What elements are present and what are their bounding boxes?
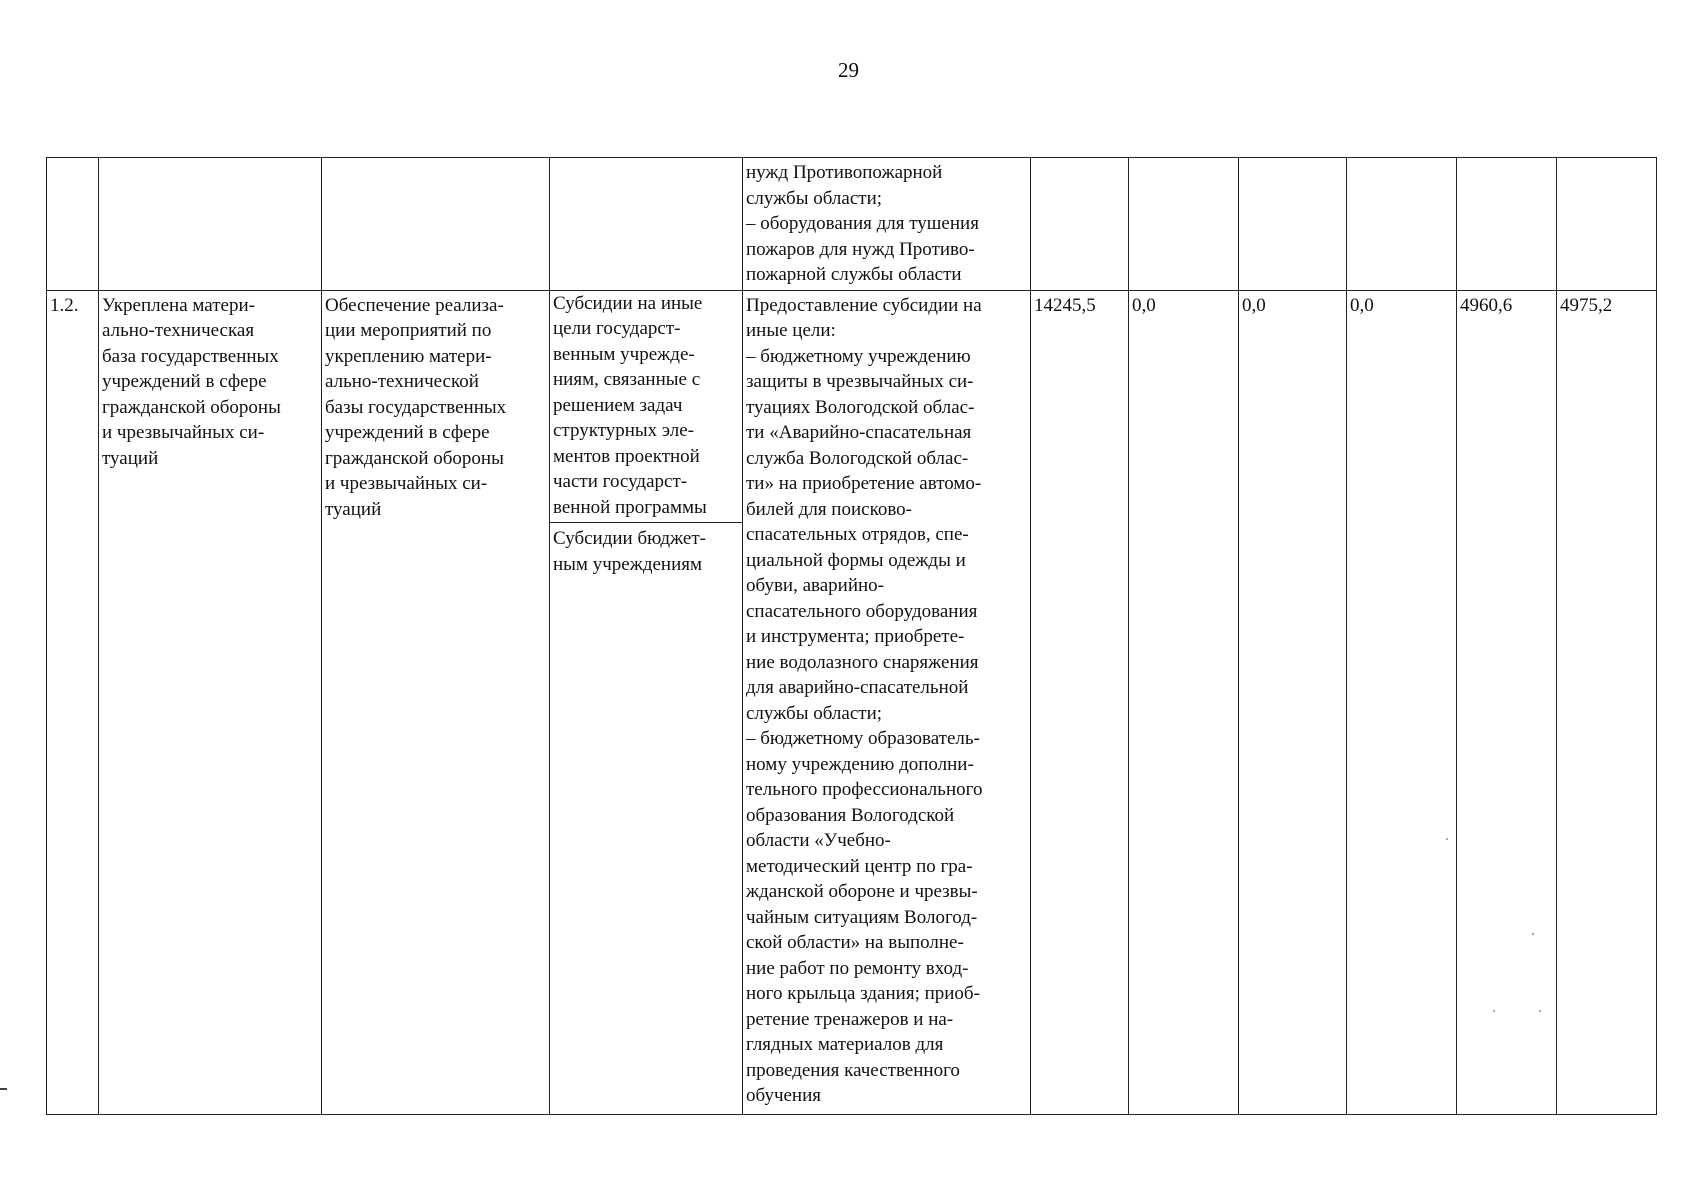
value-cell: 0,0 [1347, 290, 1457, 1114]
description-cell: Предоставление субсидии на иные цели: – бюджетному учреждению защиты в чрезвычайных си- туациях Вологодской облас- ти «Аварийно-спасательная служба Вологодской облас- ти» на приобретение автомо- билей для поисково- спасательных отрядов, спе- циальной формы одежды и обуви, аварийно- спасательного оборудования и инструмента; приобрете- ние водолазного снаряжения для аварийно-спасательной службы области; – бюджетному образователь- ному учреждению дополни- тельного профессионального образования Вологодской области «Учебно- методический центр по гра- жданской обороне и чрезвы- чайным ситуациям Вологод- ской области» на выполне- ние работ по ремонту вход- ного крыльца здания; приоб- ретение тренажеров и на- глядных материалов для проведения качественного обучения [743, 290, 1031, 1114]
value-cell: 4960,6 [1457, 290, 1557, 1114]
activity-cell: Обеспечение реализа- ции мероприятий по укреплению матери- ально-технической базы государственных учреждений в сфере гражданской обороны и чрезвычайных си- туаций [322, 290, 550, 1114]
value-cell [1031, 158, 1129, 291]
activity-cell [322, 158, 550, 291]
row-num-cell [47, 158, 99, 291]
value-cell: 0,0 [1239, 290, 1347, 1114]
expense-type-cell [550, 290, 743, 1114]
scan-speck [1539, 1010, 1541, 1012]
expense-type-cell [550, 158, 743, 291]
value-cell: 4975,2 [1557, 290, 1657, 1114]
value-cell [1239, 158, 1347, 291]
scan-margin-mark [0, 1088, 7, 1090]
expense-type-secondary: Субсидии бюджет- ным учреждениям [553, 528, 706, 575]
result-cell: Укреплена матери- ально-техническая база государственных учреждений в сфере гражданской обороны и чрезвычайных си- туаций [99, 290, 322, 1114]
row-num-cell: 1.2. [47, 290, 99, 1114]
scan-speck [1446, 838, 1448, 840]
value-cell: 14245,5 [1031, 290, 1129, 1114]
page-number: 29 [838, 58, 859, 82]
scan-speck [1493, 1010, 1495, 1012]
description-cell: нужд Противопожарной службы области; – оборудования для тушения пожаров для нужд Противо- пожарной службы области [743, 158, 1031, 291]
value-cell [1457, 158, 1557, 291]
value-cell [1557, 158, 1657, 291]
table-row-continuation [47, 158, 1657, 291]
value-cell [1129, 158, 1239, 291]
scan-speck [1532, 933, 1534, 935]
program-table [46, 157, 1657, 1115]
expense-type-primary: Субсидии на иные цели государст- венным учрежде- ниям, связанные с решением задач структурных эле- ментов проектной части государст- венной программы [550, 291, 742, 524]
table-row-1-2 [47, 290, 1657, 1114]
result-cell [99, 158, 322, 291]
value-cell [1347, 158, 1457, 291]
value-cell: 0,0 [1129, 290, 1239, 1114]
